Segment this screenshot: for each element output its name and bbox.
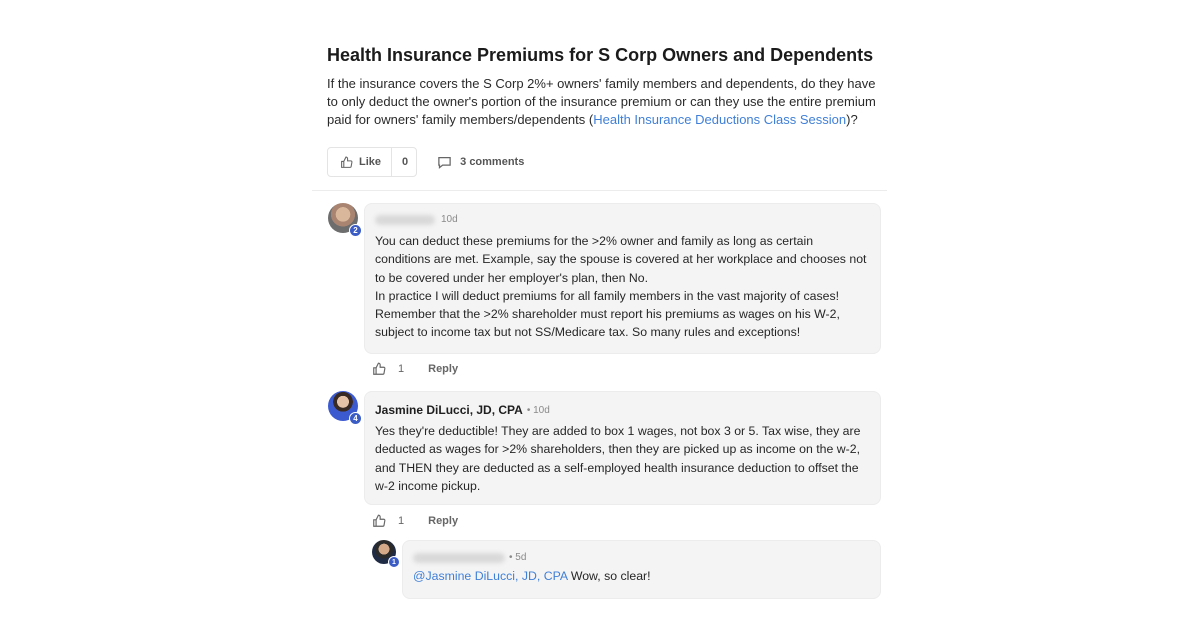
post <box>327 44 887 129</box>
avatar[interactable] <box>372 540 396 564</box>
comment-text: Yes they're deductible! They are added to box 1 wages, not box 3 or 5. Tax wise, they are deducted as wages for >2% shareholders, then they are picked up as income on the w-2, and THEN they are deducted as a self-employed health insurance deduction to offset the w-2 income pickup. <box>375 424 861 493</box>
thumbs-up-icon[interactable] <box>372 514 386 528</box>
post-title: Health Insurance Premiums for S Corp Owners and Dependents <box>327 45 874 65</box>
comment-bubble <box>402 540 881 599</box>
comment-time: 10d <box>441 214 458 225</box>
comment-header <box>413 552 870 563</box>
comments-label: 3 comments <box>460 156 525 168</box>
divider <box>312 190 887 191</box>
thumbs-up-icon <box>340 156 353 169</box>
level-badge: 2 <box>349 224 362 237</box>
comment-text <box>375 232 870 342</box>
level-badge: 1 <box>388 556 400 568</box>
comment-header <box>375 403 870 417</box>
author-name-redacted <box>413 553 505 563</box>
class-session-link[interactable]: Health Insurance Deductions Class Session <box>593 112 847 127</box>
avatar[interactable] <box>328 391 358 421</box>
author-name[interactable]: Jasmine DiLucci, JD, CPA <box>375 403 523 417</box>
reply-button[interactable]: Reply <box>428 363 459 375</box>
comment-paragraph: In practice I will deduct premiums for all family members in the vast majority of cases! Remember that the >2% shareholder must report his premiums as wages on his W-2, subject to income tax but not SS/Medicare tax. So many rules and exceptions! <box>375 288 840 340</box>
post-body-text: If the insurance covers the S Corp 2%+ owners' family members and dependents, do they have to only deduct the owner's portion of the insurance premium or can they use the entire premium paid for owners' family members/dependents ( <box>327 76 876 127</box>
thumbs-up-icon[interactable] <box>372 362 386 376</box>
comment-actions <box>372 514 458 528</box>
author-name-redacted <box>375 215 435 225</box>
mention-link[interactable]: @Jasmine DiLucci, JD, CPA <box>413 569 568 583</box>
comment-text-body: Wow, so clear! <box>567 569 651 583</box>
reply-button[interactable]: Reply <box>428 515 459 527</box>
comment-time: • 5d <box>509 552 527 563</box>
comment-paragraph: You can deduct these premiums for the >2% owner and family as long as certain conditions are met. Example, say the spouse is covered at her workplace and chooses not to be covered under her employer's plan, then No. <box>375 234 867 285</box>
post-actions <box>327 147 524 177</box>
comment-time: • 10d <box>526 404 550 416</box>
comment-actions <box>372 362 458 376</box>
like-box <box>327 147 417 177</box>
like-label: Like <box>359 156 382 168</box>
comment-header <box>375 214 870 225</box>
like-button[interactable] <box>328 148 391 176</box>
post-body <box>327 75 887 129</box>
comment-bubble <box>364 391 881 505</box>
comment-bubble <box>364 203 881 354</box>
comment-text <box>413 567 870 585</box>
level-badge: 4 <box>349 412 362 425</box>
post-body-end: )? <box>846 112 858 127</box>
comments-button[interactable] <box>437 155 524 169</box>
avatar[interactable] <box>328 203 358 233</box>
like-count: 0 <box>391 148 416 176</box>
comment-icon <box>437 155 452 169</box>
comment-like-count: 1 <box>398 515 405 527</box>
comment-like-count: 1 <box>398 363 405 375</box>
